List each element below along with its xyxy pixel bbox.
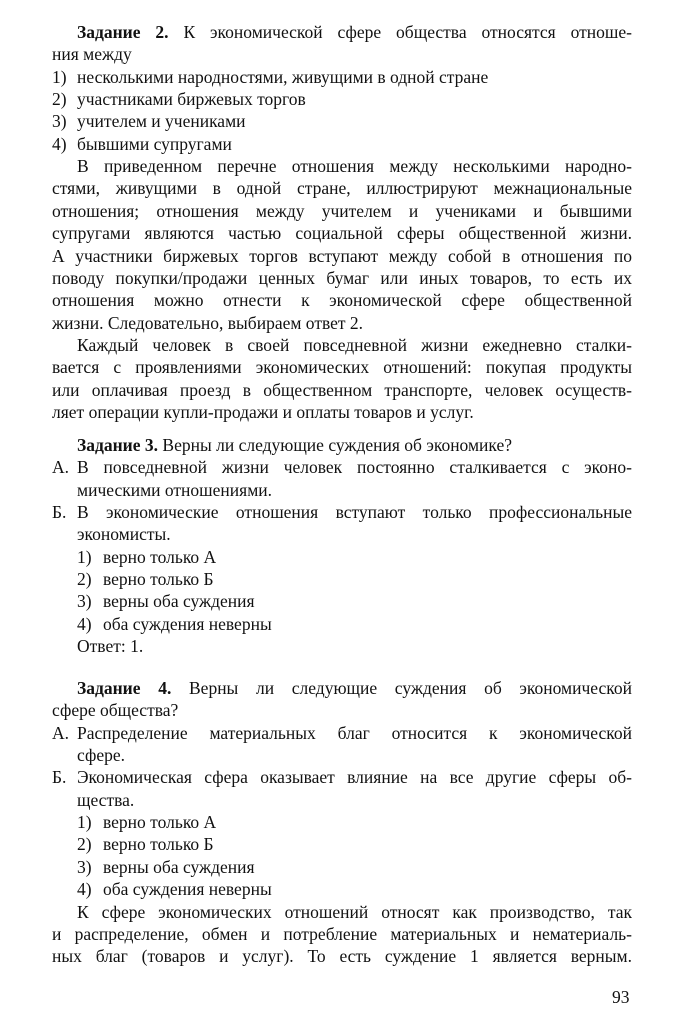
- line-text: бывшими супругами: [77, 134, 232, 154]
- list-marker: А.: [52, 723, 70, 743]
- list-marker: 3): [52, 111, 67, 131]
- list-item-line: [77, 133, 232, 155]
- list-item-line: [103, 833, 214, 855]
- text-line: [77, 434, 512, 456]
- text-line: [77, 479, 272, 501]
- text-line: [52, 245, 632, 267]
- text-line: [52, 699, 178, 721]
- list-marker: 4): [77, 614, 92, 634]
- text-line: [52, 222, 632, 244]
- line-text: Верны ли следующие суждения об экономике?: [158, 435, 513, 455]
- list-item-line: [103, 613, 272, 635]
- line-text: ния между: [52, 44, 132, 64]
- text-line: [52, 401, 474, 423]
- line-text: сфере.: [77, 745, 125, 765]
- list-marker: 1): [52, 67, 67, 87]
- text-line: [77, 21, 632, 43]
- list-marker: Б.: [52, 767, 67, 787]
- line-text: К экономической сфере общества относятся отноше-: [168, 22, 632, 42]
- text-line: [52, 200, 632, 222]
- text-line: [52, 356, 632, 378]
- text-line: [77, 677, 632, 699]
- task-heading: Задание 3.: [77, 435, 159, 455]
- line-text: оба суждения неверны: [103, 879, 272, 899]
- list-marker: 2): [77, 834, 92, 854]
- list-item-line: [77, 88, 306, 110]
- list-marker: 3): [77, 591, 92, 611]
- line-text: мическими отношениями.: [77, 480, 273, 500]
- text-line: [77, 523, 171, 545]
- list-marker: 1): [77, 812, 92, 832]
- list-marker: 4): [77, 879, 92, 899]
- line-text: экономисты.: [77, 524, 171, 544]
- text-line: [52, 923, 632, 945]
- list-item-line: [103, 856, 255, 878]
- list-item-line: [77, 66, 488, 88]
- text-line: [77, 155, 632, 177]
- task-heading: Задание 2.: [77, 22, 169, 42]
- line-text: несколькими народностями, живущими в одной стране: [77, 67, 489, 87]
- list-item-line: [77, 110, 246, 132]
- text-line: [77, 789, 134, 811]
- line-text: верно только Б: [103, 569, 214, 589]
- list-marker: Б.: [52, 502, 67, 522]
- line-text: оба суждения неверны: [103, 614, 272, 634]
- line-text: В экономические отношения вступают только профессиональные: [77, 502, 632, 522]
- text-line: [77, 334, 632, 356]
- text-line: [77, 744, 125, 766]
- list-item-line: [77, 501, 632, 523]
- line-text: А участники биржевых торгов вступают между собой в отношения по: [52, 246, 632, 266]
- list-item-line: [103, 590, 255, 612]
- text-line: [52, 267, 632, 289]
- line-text: и распределение, обмен и потребление материальных и нематериаль-: [52, 924, 632, 944]
- line-text: Верны ли следующие суждения об экономической: [171, 678, 632, 698]
- text-line: [52, 945, 632, 967]
- page-number: 93: [612, 987, 630, 1007]
- line-text: вается с проявлениями экономических отношений: покупая продукты: [52, 357, 632, 377]
- text-line: [52, 312, 363, 334]
- line-text: верно только А: [103, 812, 217, 832]
- text-line: [77, 901, 632, 923]
- line-text: верны оба суждения: [103, 857, 255, 877]
- line-text: сфере общества?: [52, 700, 179, 720]
- task-heading: Задание 4.: [77, 678, 172, 698]
- text-line: [52, 177, 632, 199]
- list-marker: А.: [52, 457, 70, 477]
- line-text: Каждый человек в своей повседневной жизни ежедневно сталки-: [77, 335, 632, 355]
- list-item-line: [77, 722, 632, 744]
- line-text: участниками биржевых торгов: [77, 89, 306, 109]
- line-text: верны оба суждения: [103, 591, 255, 611]
- list-item-line: [103, 811, 216, 833]
- line-text: поводу покупки/продажи ценных бумаг или иных товаров, то есть их: [52, 268, 632, 288]
- list-item-line: [103, 878, 272, 900]
- line-text: Распределение материальных благ относится к экономической: [77, 723, 632, 743]
- line-text: верно только Б: [103, 834, 214, 854]
- line-text: щества.: [77, 790, 135, 810]
- list-marker: 4): [52, 134, 67, 154]
- text-line: [77, 635, 143, 657]
- line-text: отношения; отношения между учителем и учениками и бывшими: [52, 201, 632, 221]
- list-marker: 1): [77, 547, 92, 567]
- line-text: ляет операции купли-продажи и оплаты товаров и услуг.: [52, 402, 474, 422]
- line-text: Экономическая сфера оказывает влияние на все другие сферы об-: [77, 767, 632, 787]
- list-marker: 2): [52, 89, 67, 109]
- list-marker: 3): [77, 857, 92, 877]
- text-line: [52, 379, 632, 401]
- line-text: учителем и учениками: [77, 111, 246, 131]
- list-item-line: [77, 766, 632, 788]
- line-text: Ответ: 1.: [77, 636, 144, 656]
- line-text: верно только А: [103, 547, 217, 567]
- line-text: ных благ (товаров и услуг). То есть суждение 1 является верным.: [52, 946, 632, 966]
- list-marker: 2): [77, 569, 92, 589]
- line-text: К сфере экономических отношений относят как производство, так: [77, 902, 632, 922]
- list-item-line: [103, 568, 214, 590]
- line-text: жизни. Следовательно, выбираем ответ 2.: [52, 313, 364, 333]
- line-text: супругами являются частью социальной сферы общественной жизни.: [52, 223, 632, 243]
- list-item-line: [77, 456, 632, 478]
- line-text: В повседневной жизни человек постоянно сталкивается с эконо-: [77, 457, 632, 477]
- list-item-line: [103, 546, 216, 568]
- line-text: В приведенном перечне отношения между несколькими народно-: [77, 156, 632, 176]
- line-text: или оплачивая проезд в общественном транспорте, человек осуществ-: [52, 380, 632, 400]
- text-line: [52, 43, 132, 65]
- line-text: стями, живущими в одной стране, иллюстрируют межнациональные: [52, 178, 632, 198]
- text-line: [52, 289, 632, 311]
- line-text: отношения можно отнести к экономической сфере общественной: [52, 290, 632, 310]
